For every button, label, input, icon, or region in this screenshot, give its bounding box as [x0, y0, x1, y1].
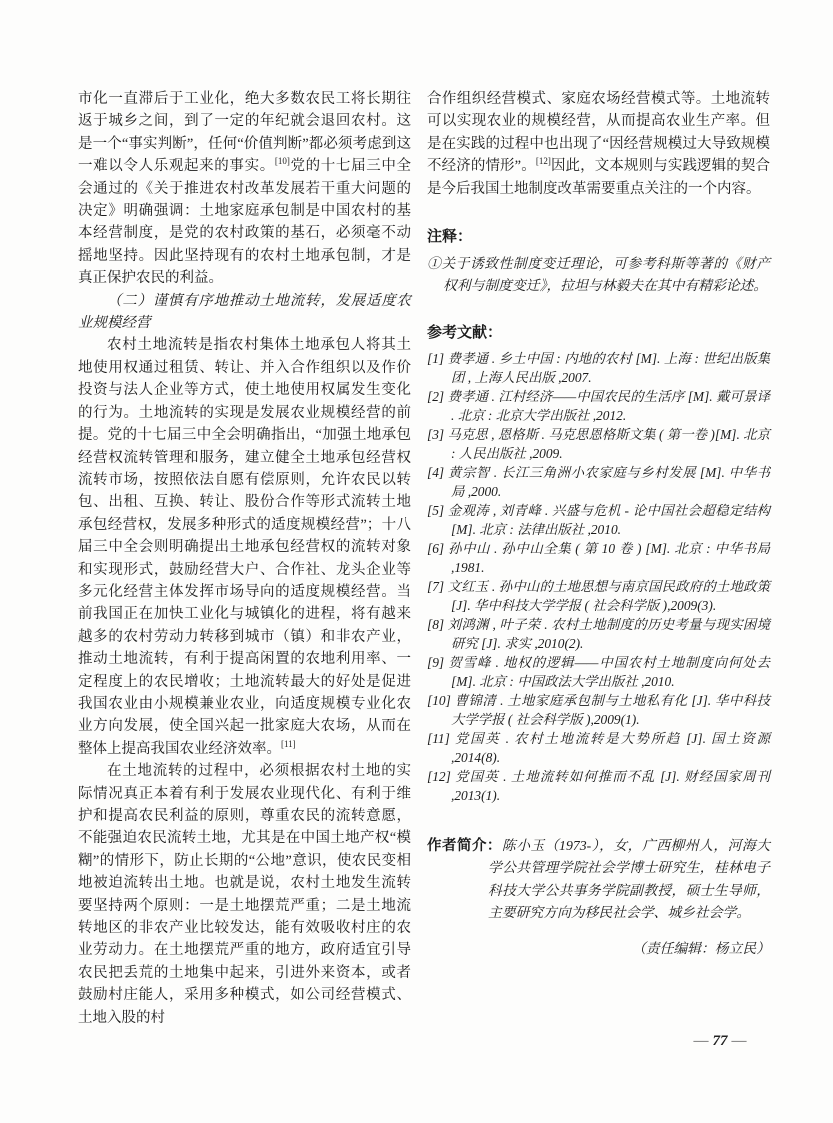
reference-list [427, 349, 770, 805]
citation-marker-10: [10] [274, 156, 290, 167]
citation-marker-11: [11] [281, 738, 296, 749]
reference-item: [12] 党国英 . 土地流转如何推而不乱 [J]. 财经国家周刊 ,2013(1). [427, 769, 770, 804]
notes-heading: 注释： [427, 228, 473, 246]
reference-item: [5] 金观涛 , 刘青峰 . 兴盛与危机 - 论中国社会超稳定结构 [M]. 北京 : 法律出版社 ,2010. [427, 503, 770, 538]
author-bio-label: 作者简介： [427, 838, 502, 855]
paragraph-text: 合作组织经营模式、家庭农场经营模式等。土地流转可以实现农业的规模经营，从而提高农业生产率。但是在实践的过程中也出现了“因经营规模过大导致规模不经济的情形”。 [427, 91, 770, 175]
body-paragraph-continued [78, 88, 411, 290]
paragraph-text: 农村土地流转是指农村集体土地承包人将其土地使用权通过租赁、转让、并入合作组织以及作价投资与法人企业等方式，使土地使用权属发生变化的行为。土地流转的实现是发展农业规模经营的前提。党的十七届三中全会明确指出，“加强土地承包经营权流转管理和服务，建立健全土地承包经营权流转市场，按照依法自愿有偿原则，允许农民以转包、出租、互换、转让、股份合作等形式流转土地承包经营权，发展多种形式的适度规模经营”；十八届三中全会则明确提出土地承包经营权的流转对象和实现形式，鼓励经营大户、合作社、龙头企业等多元化经营主体发挥市场导向的适度规模经营。当前我国正在加快工业化与城镇化的进程，将有越来越多的农村劳动力转移到城市（镇）和非农产业，推动土地流转，有利于提高闲置的农地利用率、一定程度上的农民增收；土地流转最大的好处是促进我国农业由小规模兼业农业，向适度规模专业化农业方向发展，使全国兴起一批家庭大农场，从而在整体上提高我国农业经济效率。 [78, 337, 411, 757]
reference-item: [10] 曹锦清 . 土地家庭承包制与土地私有化 [J]. 华中科技大学学报 ( 社会科学版 ),2009(1). [427, 693, 770, 728]
author-bio-text: 陈小玉（1973-），女，广西柳州人，河海大学公共管理学院社会学博士研究生，桂林电子科技大学公共事务学院副教授，硕士生导师，主要研究方向为移民社会学、城乡社会学。 [488, 838, 770, 921]
paragraph-text: 党的十七届三中全会通过的《关于推进农村改革发展若干重大问题的决定》明确强调：土地家庭承包制是中国农村的基本经营制度，是党的农村政策的基石，必须毫不动摇地坚持。因此坚持现有的农村土地承包制，才是真正保护农民的利益。 [78, 158, 412, 287]
note-item: ①关于诱致性制度变迁理论，可参考科斯等著的《财产权利与制度变迁》，拉坦与林毅夫在其中有精彩论述。 [427, 256, 770, 294]
body-paragraph-top [427, 88, 770, 200]
citation-marker-12: [12] [535, 156, 551, 167]
references-heading: 参考文献： [427, 324, 503, 342]
reference-item: [4] 黄宗智 . 长江三角洲小农家庭与乡村发展 [M]. 中华书局 ,2000. [427, 465, 770, 500]
left-column [78, 88, 411, 1029]
reference-item: [11] 党国英 . 农村土地流转是大势所趋 [J]. 国土资源 ,2014(8). [427, 731, 770, 766]
body-paragraph-principles: 在土地流转的过程中，必须根据农村土地的实际情况真正本着有利于发展农业现代化、有利于维护和提高农民利益的原则，尊重农民的流转意愿，不能强迫农民流转土地，尤其是在中国土地产权“模糊”的情形下，防止长期的“公地”意识，使农民变相地被迫流转出土地。也就是说，农村土地发生流转要坚持两个原则：一是土地摆荒严重；二是土地流转地区的非农产业比较发达，能有效吸收村庄的农业劳动力。在土地摆荒严重的地方，政府适宜引导农民把丢荒的土地集中起来，引进外来资本，或者鼓励村庄能人，采用多种模式，如公司经营模式、土地入股的村 [78, 763, 411, 1026]
page-number-dash-right: — [731, 1033, 747, 1049]
reference-item: [1] 费孝通 . 乡土中国 : 内地的农村 [M]. 上海 : 世纪出版集团 , 上海人民出版 ,2007. [427, 351, 770, 386]
reference-item: [7] 文红玉 . 孙中山的土地思想与南京国民政府的土地政策 [J]. 华中科技大学学报 ( 社会科学版 ),2009(3). [427, 579, 770, 614]
reference-item: [8] 刘鸿渊 , 叶子荣 . 农村土地制度的历史考量与现实困境研究 [J]. 求实 ,2010(2). [427, 617, 770, 652]
right-column [427, 88, 770, 974]
reference-item: [6] 孙中山 . 孙中山全集 ( 第 10 卷 ) [M]. 北京 : 中华书局 ,1981. [427, 541, 770, 576]
editor-note: （责任编辑：杨立民） [632, 941, 770, 957]
reference-item: [9] 贺雪峰 . 地权的逻辑——中国农村土地制度向何处去 [M]. 北京 : 中国政法大学出版社 ,2010. [427, 655, 770, 690]
paragraph-text: 市化一直滞后于工业化，绝大多数农民工将长期往返于城乡之间，到了一定的年纪就会退回农村。这是一个“事实判断”，任何“价值判断”都必须考虑到这一难以令人乐观起来的事实。 [78, 91, 411, 175]
reference-item: [2] 费孝通 . 江村经济——中国农民的生活序 [M]. 戴可景译 . 北京 : 北京大学出版社 ,2012. [427, 389, 770, 424]
reference-item: [3] 马克思 , 恩格斯 . 马克思恩格斯文集 ( 第一卷 )[M]. 北京 : 人民出版社 ,2009. [427, 427, 770, 462]
body-paragraph-land-transfer [78, 334, 411, 760]
author-bio [427, 835, 770, 925]
page-number [650, 1033, 790, 1050]
section-heading: （二）谨慎有序地推动土地流转，发展适度农业规模经营 [78, 292, 411, 332]
page-number-value: 77 [712, 1033, 728, 1049]
paragraph-text: 因此，文本规则与实践逻辑的契合是今后我国土地制度改革需要重点关注的一个内容。 [427, 158, 770, 197]
page-number-dash-left: — [693, 1033, 709, 1049]
